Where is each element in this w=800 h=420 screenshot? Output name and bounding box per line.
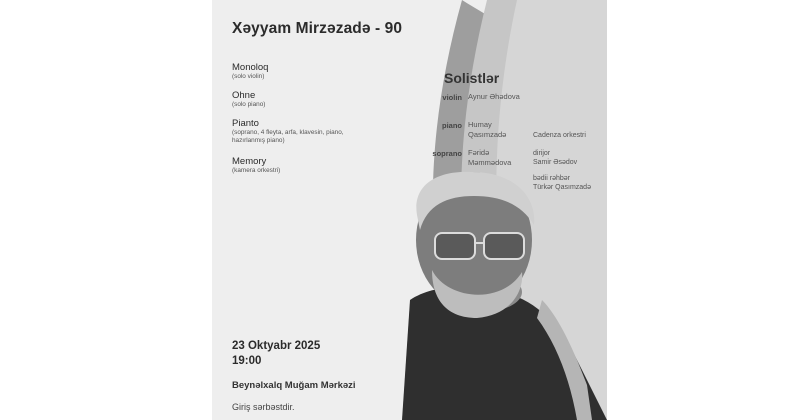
work-item	[232, 156, 382, 175]
soloist-role: piano	[442, 121, 462, 130]
director-label: bədii rəhbər	[533, 175, 570, 182]
soloist-name: Fəridə Məmmədova	[468, 148, 512, 167]
work-note: (solo violin)	[232, 73, 265, 80]
soloist-name: Humay Qasımzadə	[468, 120, 507, 139]
event-date: 23 Oktyabr 2025	[232, 340, 321, 352]
work-name: Monoloq	[232, 62, 269, 73]
event-venue: Beynəlxalq Muğam Mərkəzi	[232, 380, 356, 391]
work-name: Pianto	[232, 118, 259, 129]
work-note: (kamera orkestri)	[232, 167, 281, 174]
conductor-label: dirijor	[533, 150, 551, 157]
work-note: (soprano, 4 fleyta, arfa, klavesin, piano, hazırlanmış piano)	[232, 129, 344, 144]
glasses-right	[484, 233, 524, 259]
poster-title: Xəyyam Mirzəzadə - 90	[232, 20, 403, 37]
work-note: (solo piano)	[232, 101, 266, 108]
event-time: 19:00	[232, 355, 262, 367]
orchestra-name: Cadenza orkestri	[533, 132, 586, 139]
director-name: Türkər Qasımzadə	[533, 184, 591, 191]
soloist-role: soprano	[432, 149, 462, 158]
glasses-left	[435, 233, 475, 259]
concert-poster	[212, 0, 607, 420]
work-name: Ohne	[232, 90, 256, 101]
soloists-heading: Solistlər	[444, 70, 500, 86]
work-name: Memory	[232, 156, 267, 167]
work-item	[232, 90, 382, 109]
work-item	[232, 62, 382, 81]
soloist-role: violin	[442, 93, 462, 102]
entry-note: Giriş sərbəstdir.	[232, 402, 295, 412]
conductor-name: Samir Əsədov	[533, 159, 578, 166]
soloist-name: Aynur Əhədova	[468, 92, 520, 101]
work-item	[232, 118, 354, 145]
event-datetime	[232, 339, 320, 369]
